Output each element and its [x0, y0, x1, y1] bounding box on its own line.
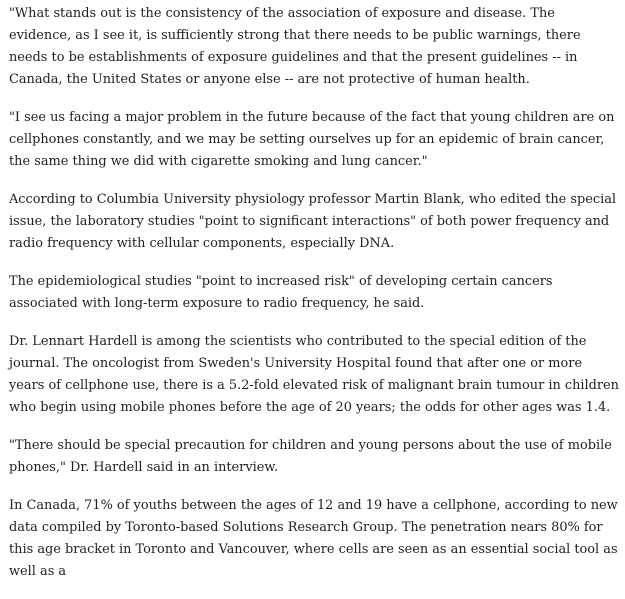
article-body: [9, 3, 621, 599]
paragraph-hardell-quote: "There should be special precaution for children and young persons about the use of mobile phones," Dr. Hardell said in an interview.: [9, 438, 612, 475]
paragraph-canada-youth: In Canada, 71% of youths between the ages of 12 and 19 have a cellphone, according to new data compiled by Toronto-based Solutions Research Group. The penetration nears 80% for this age bracket in Toronto and Vancouver, where cells are seen as an essential social tool as well as a: [9, 498, 618, 579]
paragraph-quote-consistency: "What stands out is the consistency of the association of exposure and disease. The evidence, as I see it, is sufficiently strong that there needs to be public warnings, there needs to be establishments of exposure guidelines and that the present guidelines -- in Canada, the United States or anyone else -- are not protective of human health.: [9, 6, 581, 87]
paragraph-blank-laboratory: According to Columbia University physiology professor Martin Blank, who edited the special issue, the laboratory studies "point to significant interactions" of both power frequency and radio frequency with cellular components, especially DNA.: [9, 192, 617, 251]
paragraph-hardell-findings: Dr. Lennart Hardell is among the scientists who contributed to the special edition of the journal. The oncologist from Sweden's University Hospital found that after one or more years of cellphone use, there is a 5.2-fold elevated risk of malignant brain tumour in children who begin using mobile phones before the age of 20 years; the odds for other ages was 1.4.: [9, 334, 619, 415]
paragraph-epidemiological-studies: The epidemiological studies "point to increased risk" of developing certain cancers associated with long-term exposure to radio frequency, he said.: [9, 274, 553, 311]
paragraph-quote-epidemic: "I see us facing a major problem in the future because of the fact that young children are on cellphones constantly, and we may be setting ourselves up for an epidemic of brain cancer, the same thing we did with cigarette smoking and lung cancer.": [9, 110, 615, 169]
